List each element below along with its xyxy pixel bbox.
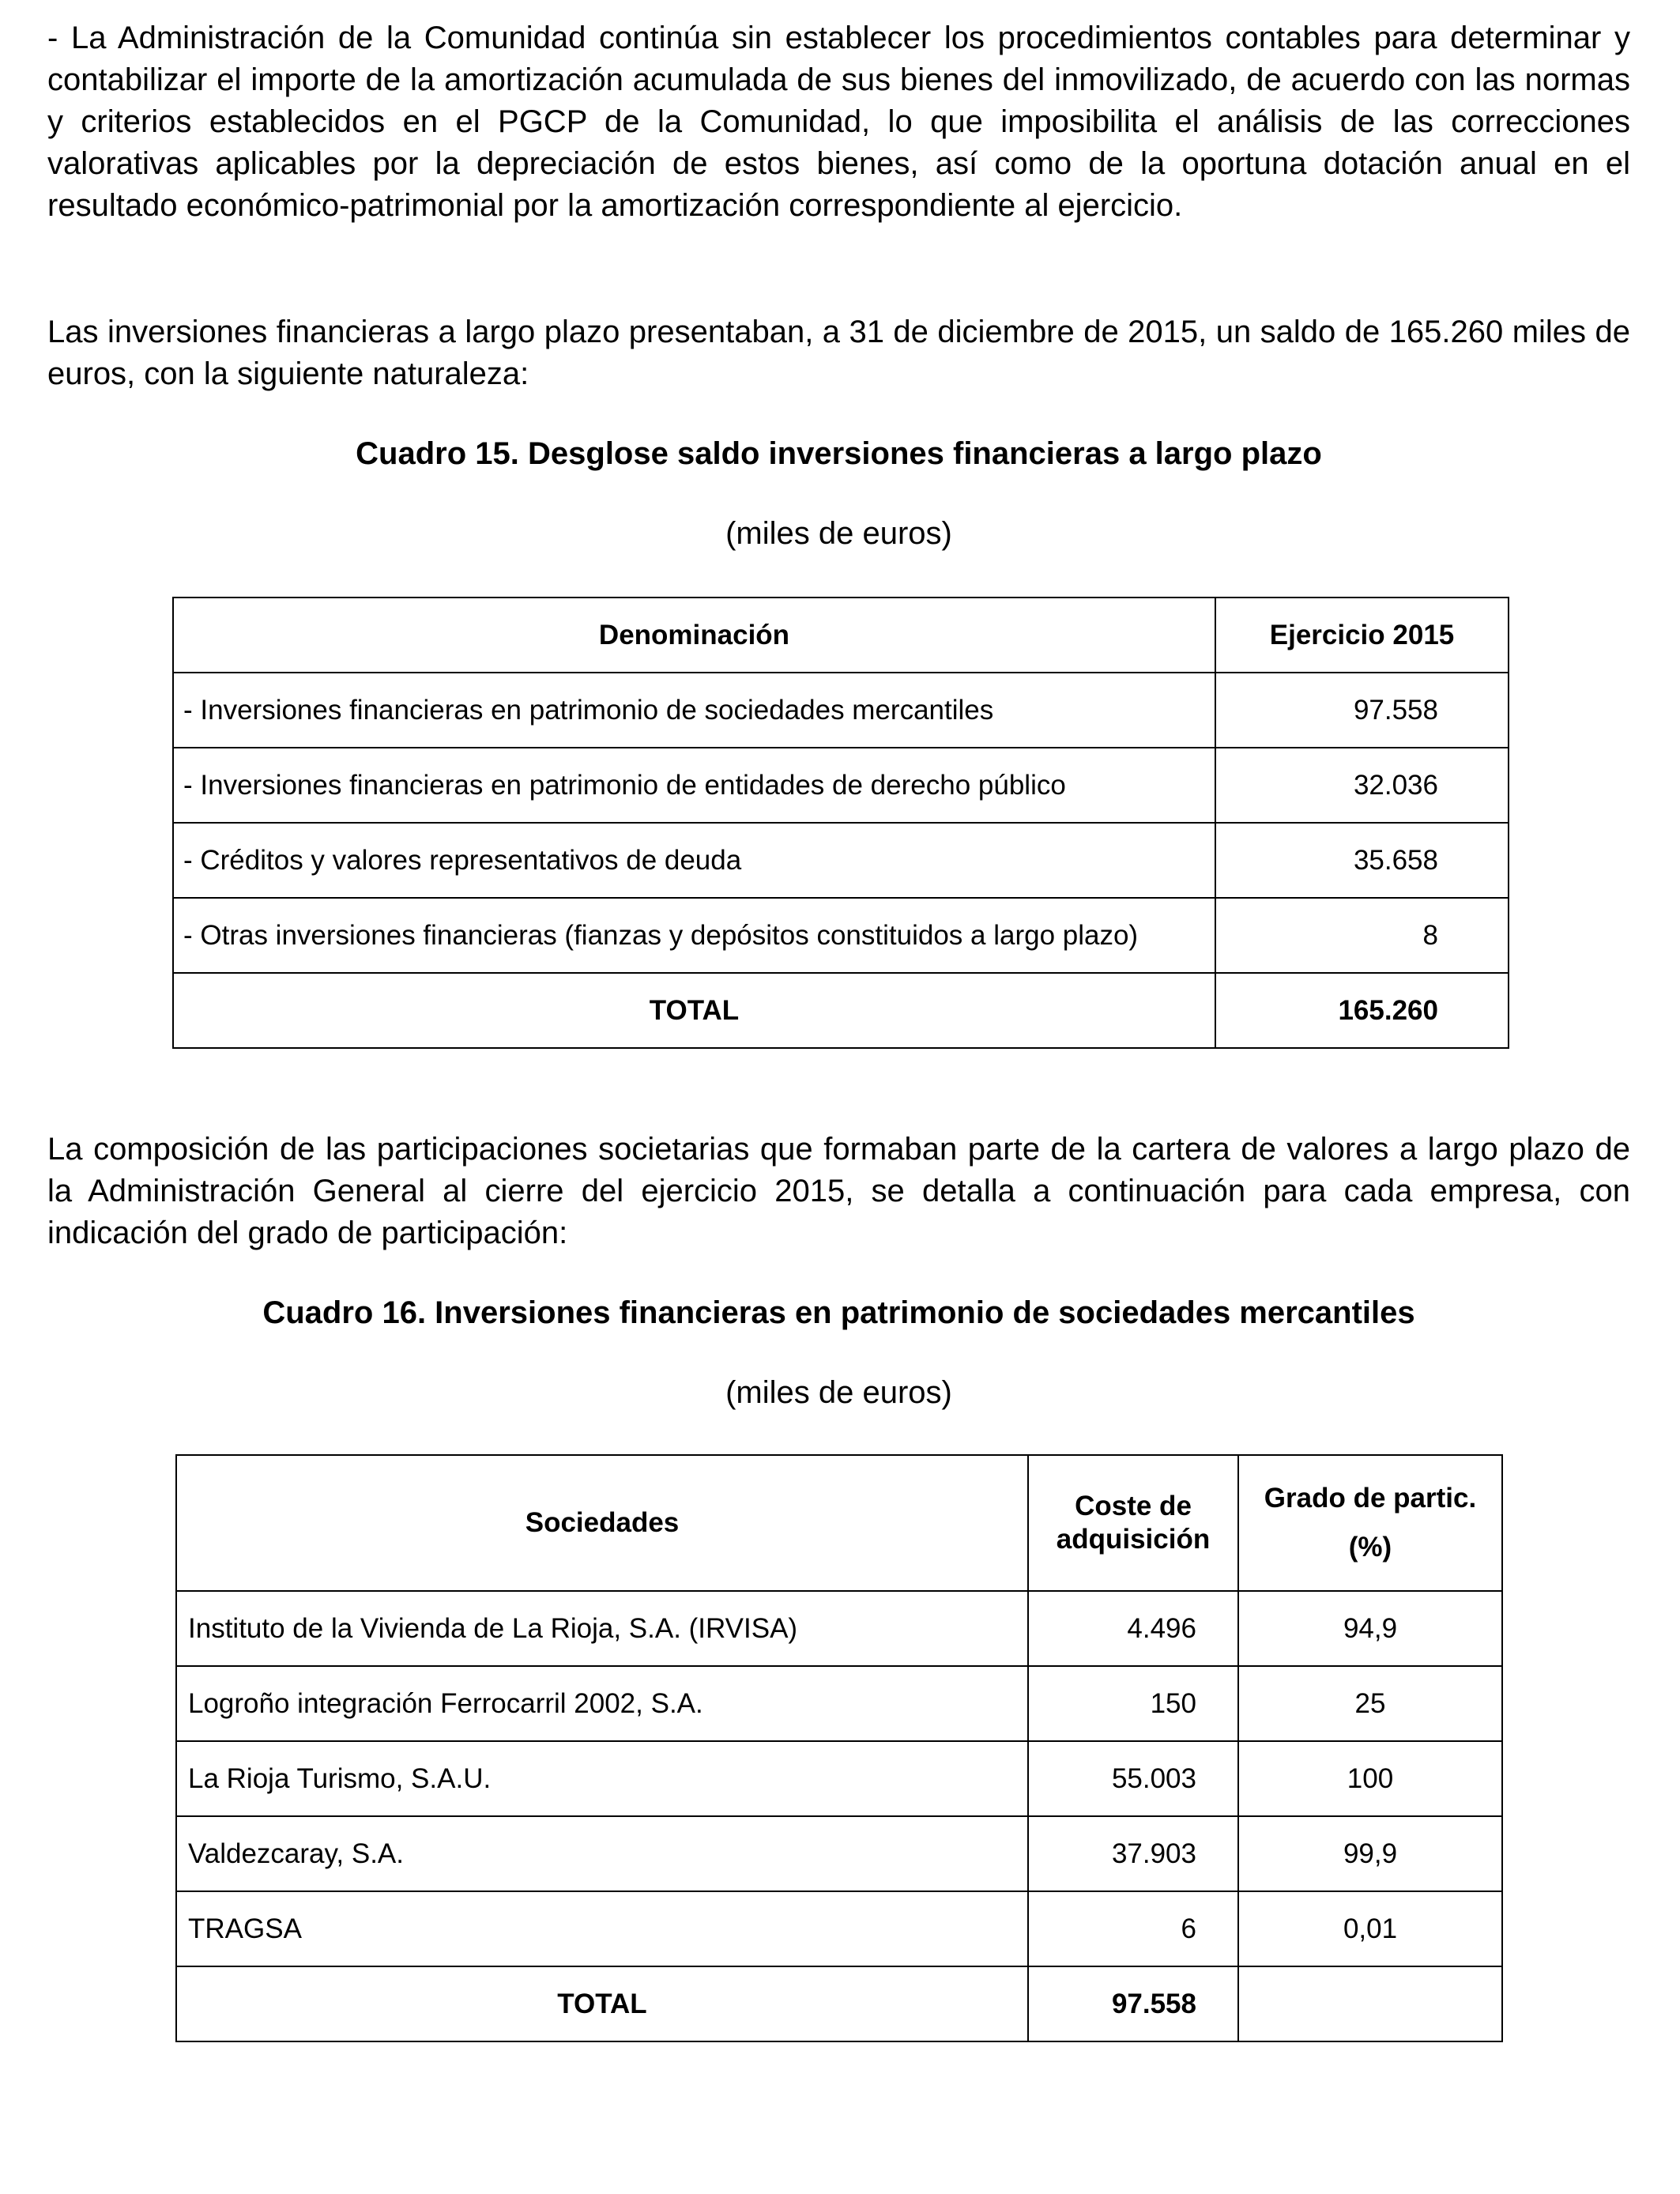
table16-row-pct: 94,9 [1238,1591,1502,1666]
table16-caption: Cuadro 16. Inversiones financieras en patrimonio de sociedades mercantiles [262,1295,1415,1330]
table16-units: (miles de euros) [725,1375,952,1410]
table15-row-value: 97.558 [1215,673,1509,748]
table16-total-cost: 97.558 [1028,1966,1238,2041]
table15-row-label: - Créditos y valores representativos de deuda [173,823,1215,898]
table15-header-row [173,598,1509,673]
table-row [176,1816,1502,1891]
table15-header-denominacion: Denominación [173,598,1215,673]
table-row [173,823,1509,898]
table-row [176,1666,1502,1741]
paragraph-composicion: La composición de las participaciones societarias que formaban parte de la cartera de valores a largo plazo de la Administración General al cierre del ejercicio 2015, se detalla a continuación para cada empresa, con indicación del grado de participación: [47,1132,1630,1250]
table-row [176,1741,1502,1816]
table16-row-name: Instituto de la Vivienda de La Rioja, S.A. (IRVISA) [176,1591,1028,1666]
paragraph-amortizacion: - La Administración de la Comunidad continúa sin establecer los procedimientos contables para determinar y contabilizar el importe de la amortización acumulada de sus bienes del inmovilizado, de acuerdo con las normas y criterios establecidos en el PGCP de la Comunidad, lo que imposibilita el análisis de las correcciones valorativas aplicables por la depreciación de estos bienes, así como de la oportuna dotación anual en el resultado económico-patrimonial por la amortización correspondiente al ejercicio. [47,21,1630,223]
table16-total-row [176,1966,1502,2041]
table15-total-row [173,973,1509,1048]
table16-row-name: Valdezcaray, S.A. [176,1816,1028,1891]
table16-row-cost: 150 [1028,1666,1238,1741]
table15-row-value: 8 [1215,898,1509,973]
table15-total-value: 165.260 [1215,973,1509,1048]
table-row [173,673,1509,748]
table15-row-label: - Inversiones financieras en patrimonio de sociedades mercantiles [173,673,1215,748]
table16-header-coste [1028,1455,1238,1591]
table16-row-cost: 37.903 [1028,1816,1238,1891]
table-row [173,748,1509,823]
table15-row-label: - Otras inversiones financieras (fianzas y depósitos constituidos a largo plazo) [173,898,1215,973]
table16-row-name: La Rioja Turismo, S.A.U. [176,1741,1028,1816]
table15-row-value: 35.658 [1215,823,1509,898]
table16-header-grado-line2: (%) [1348,1532,1392,1563]
table15 [172,597,1509,1049]
table15-row-value: 32.036 [1215,748,1509,823]
table16-header-grado [1238,1455,1502,1591]
table16-row-pct: 100 [1238,1741,1502,1816]
table15-caption: Cuadro 15. Desglose saldo inversiones financieras a largo plazo [356,436,1322,471]
table-row [176,1591,1502,1666]
table16-header-coste-line1: Coste de [1075,1491,1192,1521]
table15-units: (miles de euros) [725,516,952,551]
table16-total-label: TOTAL [176,1966,1028,2041]
table15-total-label: TOTAL [173,973,1215,1048]
table16-header-grado-line1: Grado de partic. [1264,1483,1477,1514]
table16-row-pct: 0,01 [1238,1891,1502,1966]
table-row [176,1891,1502,1966]
table16-row-name: TRAGSA [176,1891,1028,1966]
table15-header-ejercicio: Ejercicio 2015 [1215,598,1509,673]
table16-total-pct [1238,1966,1502,2041]
paragraph-inversiones-saldo: Las inversiones financieras a largo plazo presentaban, a 31 de diciembre de 2015, un saldo de 165.260 miles de euros, con la siguiente naturaleza: [47,315,1630,391]
table16-row-pct: 25 [1238,1666,1502,1741]
table-row [173,898,1509,973]
table16 [175,1454,1503,2042]
table16-header-sociedades: Sociedades [176,1455,1028,1591]
table15-row-label: - Inversiones financieras en patrimonio de entidades de derecho público [173,748,1215,823]
table16-header-row [176,1455,1502,1591]
table16-row-name: Logroño integración Ferrocarril 2002, S.A. [176,1666,1028,1741]
table16-row-cost: 55.003 [1028,1741,1238,1816]
table16-row-cost: 4.496 [1028,1591,1238,1666]
table16-header-coste-line2: adquisición [1056,1524,1211,1555]
table16-row-pct: 99,9 [1238,1816,1502,1891]
table16-row-cost: 6 [1028,1891,1238,1966]
